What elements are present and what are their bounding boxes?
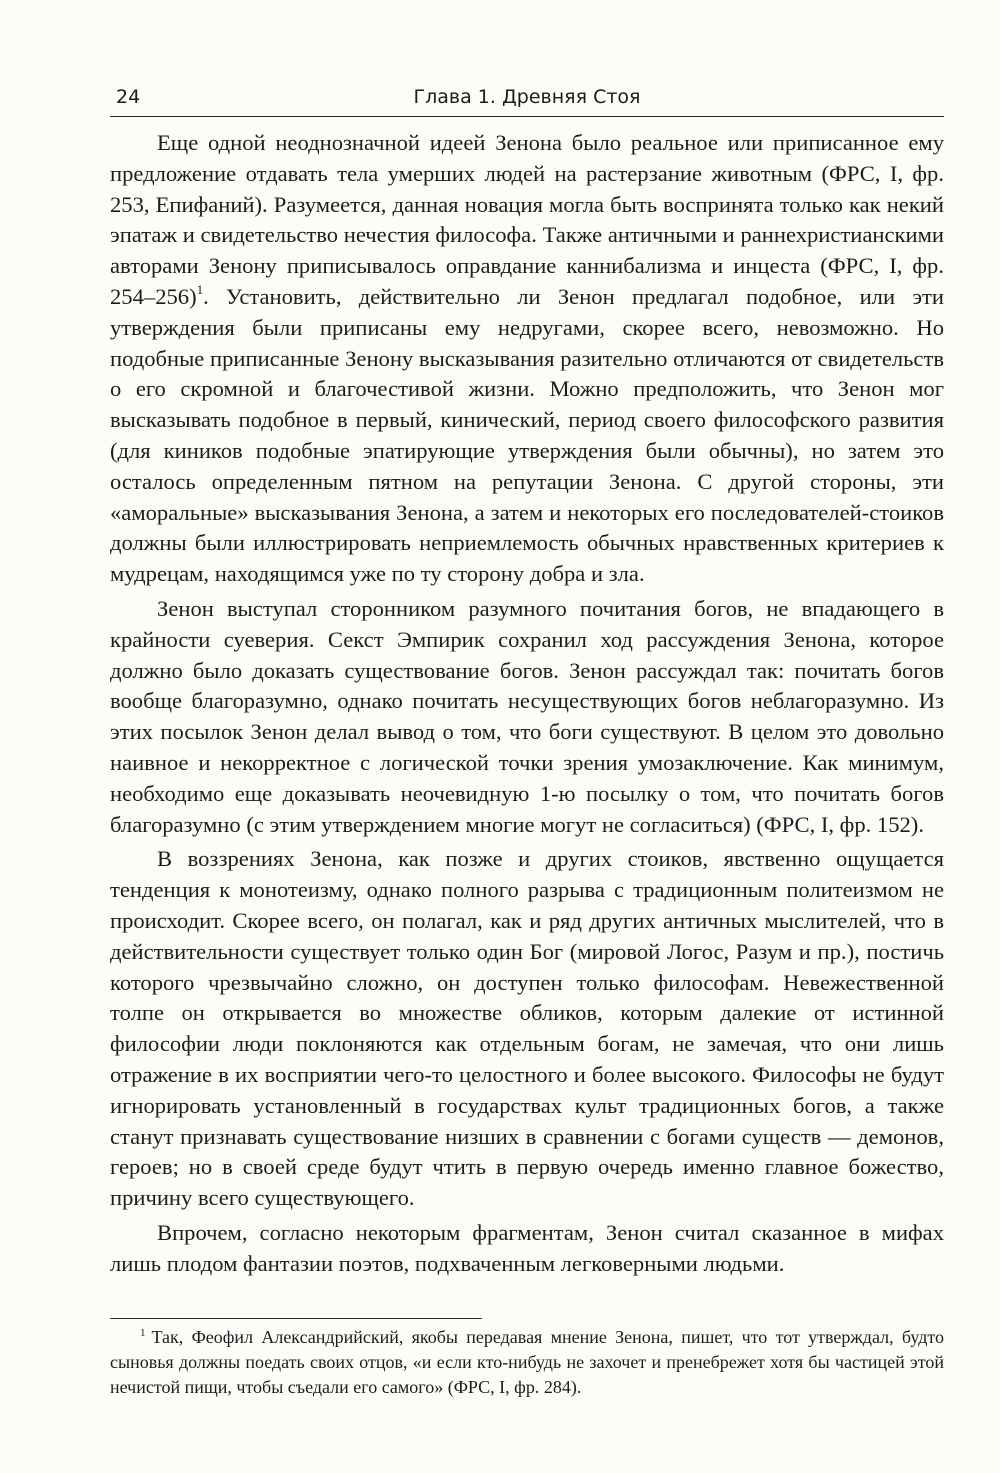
main-text xyxy=(110,128,944,1283)
header-rule xyxy=(110,116,944,117)
paragraph-2: Зенон выступал сторонником разумного почитания богов, не впадающего в крайности суеверия. Секст Эмпирик сохранил ход рассуждения Зенона, которое должно было доказать существование богов. Зенон рассуждал так: почитать богов вообще благоразумно, однако почитать несуществующих богов неблагоразумно. Из этих посылок Зенон делал вывод о том, что боги существуют. В целом это довольно наивное и некорректное с логической точки зрения умозаключение. Как минимум, необходимо еще доказывать неочевидную 1-ю посылку о том, что почитать богов благоразумно (с этим утверждением многие могут не согласиться) (ФРС, I, фр. 152). xyxy=(110,595,944,837)
paragraph-3: В воззрениях Зенона, как позже и других стоиков, явственно ощущается тенденция к монотеизму, однако полного разрыва с традиционным политеизмом не происходит. Скорее всего, он полагал, как и ряд других античных мыслителей, что в действительности существует только один Бог (мировой Логос, Разум и пр.), постичь которого чрезвычайно сложно, он доступен только философам. Невежественной толпе он открывается во множестве обликов, которым далекие от истинной философии люди поклоняются как отдельным богам, не замечая, что они лишь отражение в их восприятии чего-то целостного и более высокого. Философы не будут игнорировать установленный в государствах культ традиционных богов, а также станут признавать существование низших в сравнении с богами существ — демонов, героев; но в своей среде будут чтить в первую очередь именно главное божество, причину всего существующего. xyxy=(110,846,944,1211)
paragraph-1 xyxy=(110,128,944,590)
footnote-reference: 1 xyxy=(196,281,204,297)
footnote xyxy=(110,1325,944,1400)
paragraph-4: Впрочем, согласно некоторым фрагментам, Зенон считал сказанное в мифах лишь плодом фантазии поэтов, подхваченным легковерными людьми. xyxy=(110,1219,944,1276)
footnote-rule xyxy=(110,1318,482,1319)
paragraph-1-part-b: . Установить, действительно ли Зенон предлагал подобное, или эти утверждения были приписаны ему недругами, скорее всего, невозможно. Но подобные приписанные Зенону высказывания разительно отличаются от свидетельств о его скромной и благочестивой жизни. Можно предположить, что Зенон мог высказывать подобное в первый, кинический, период своего философского развития (для киников подобные эпатирующие утверждения были обычны), но затем это осталось определенным пятном на репутации Зенона. С другой стороны, эти «аморальные» высказывания Зенона, а затем и некоторых его последователей-стоиков должны были иллюстрировать неприемлемость обычных нравственных критериев к мудрецам, находящимся уже по ту сторону добра и зла. xyxy=(110,283,944,587)
running-header xyxy=(110,84,944,114)
footnote-text: Так, Феофил Александрийский, якобы передавая мнение Зенона, пишет, что тот утверждал, будто сыновья должны поедать своих отцов, «и если кто-нибудь не захочет и пренебрежет хотя бы частицей этой нечистой пищи, чтобы съедали его самого» (ФРС, I, фр. 284). xyxy=(110,1327,944,1397)
footnote-marker: 1 xyxy=(140,1327,146,1339)
paragraph-1-part-a: Еще одной неоднозначной идеей Зенона было реальное или приписанное ему предложение отдавать тела умерших людей на растерзание животным (ФРС, I, фр. 253, Епифаний). Разумеется, данная новация могла быть воспринята только как некий эпатаж и свидетельство нечестия философа. Также античными и раннехристианскими авторами Зенону приписывалось оправдание каннибализма и инцеста (ФРС, I, фр. 254–256) xyxy=(110,130,944,309)
page-number: 24 xyxy=(116,86,141,108)
chapter-title: Глава 1. Древняя Стоя xyxy=(413,86,641,108)
